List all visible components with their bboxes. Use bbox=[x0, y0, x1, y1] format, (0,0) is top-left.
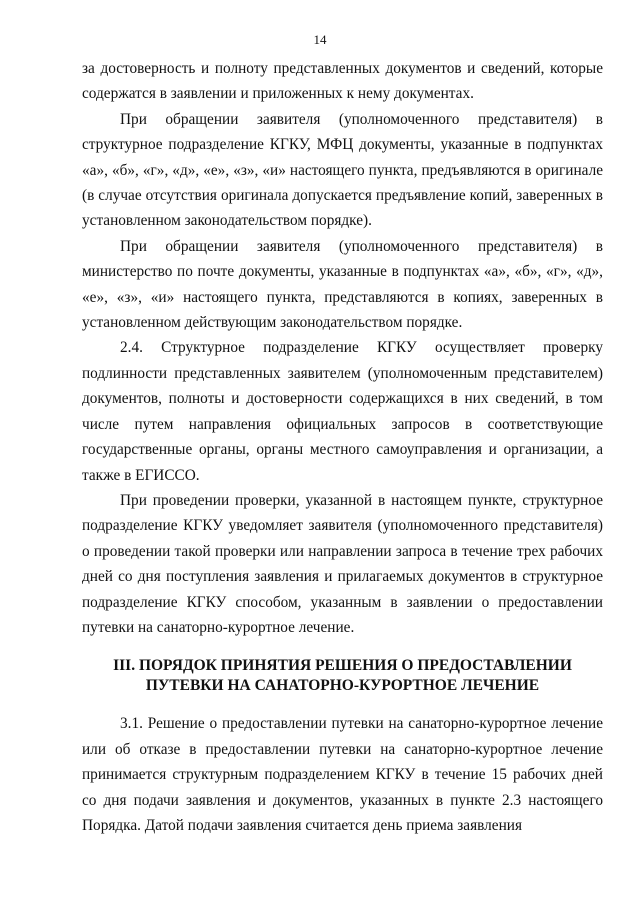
section-heading-line-2: ПУТЕВКИ НА САНАТОРНО-КУРОРТНОЕ ЛЕЧЕНИЕ bbox=[145, 677, 540, 695]
section-heading-line-1: III. ПОРЯДОК ПРИНЯТИЯ РЕШЕНИЯ О ПРЕДОСТАВЛЕНИИ bbox=[113, 657, 572, 675]
section-heading bbox=[82, 656, 603, 696]
paragraph-verification-notice: При проведении проверки, указанной в настоящем пункте, структурное подразделение КГКУ уведомляет заявителя (уполномоченного представителя) о проведении такой проверки или направлении запроса в течение трех рабочих дней со дня поступления заявления и прилагаемых документов в структурное подразделение КГКУ способом, указанным в заявлении о предоставлении путевки на санаторно-курортное лечение. bbox=[82, 491, 603, 636]
paragraph-originals-requirement: При обращении заявителя (уполномоченного представителя) в структурное подразделение КГКУ, МФЦ документы, указанные в подпунктах «а», «б», «г», «д», «е», «з», «и» настоящего пункта, предъявляются в оригинале (в случае отсутствия оригинала допускается предъявление копий, заверенных в установленном законодательством порядке). bbox=[82, 110, 603, 230]
paragraph-3-1-decision: 3.1. Решение о предоставлении путевки на санаторно-курортное лечение или об отказе в предоставлении путевки на санаторно-курортное лечение принимается структурным подразделением КГКУ в течение 15 рабочих дней со дня подачи заявления и документов, указанных в пункте 2.3 настоящего Порядка. Датой подачи заявления считается день приема заявления bbox=[82, 715, 603, 834]
paragraph-2-4-verification: 2.4. Структурное подразделение КГКУ осуществляет проверку подлинности представленных заявителем (уполномоченным представителем) документов, полноты и достоверности содержащихся в них сведений, в том числе путем направления официальных запросов в соответствующие государственные органы, органы местного самоуправления и организации, а также в ЕГИССО. bbox=[82, 339, 603, 484]
paragraph-continuation: за достоверность и полноту представленных документов и сведений, которые содержатся в заявлении и приложенных к нему документах. bbox=[82, 60, 603, 103]
document-body bbox=[82, 56, 603, 838]
paragraph-mail-copies: При обращении заявителя (уполномоченного представителя) в министерство по почте документы, указанные в подпунктах «а», «б», «г», «д», «е», «з», «и» настоящего пункта, представляются в копиях, заверенных в установленном действующим законодательством порядке. bbox=[82, 237, 603, 332]
page-number: 14 bbox=[313, 32, 327, 47]
